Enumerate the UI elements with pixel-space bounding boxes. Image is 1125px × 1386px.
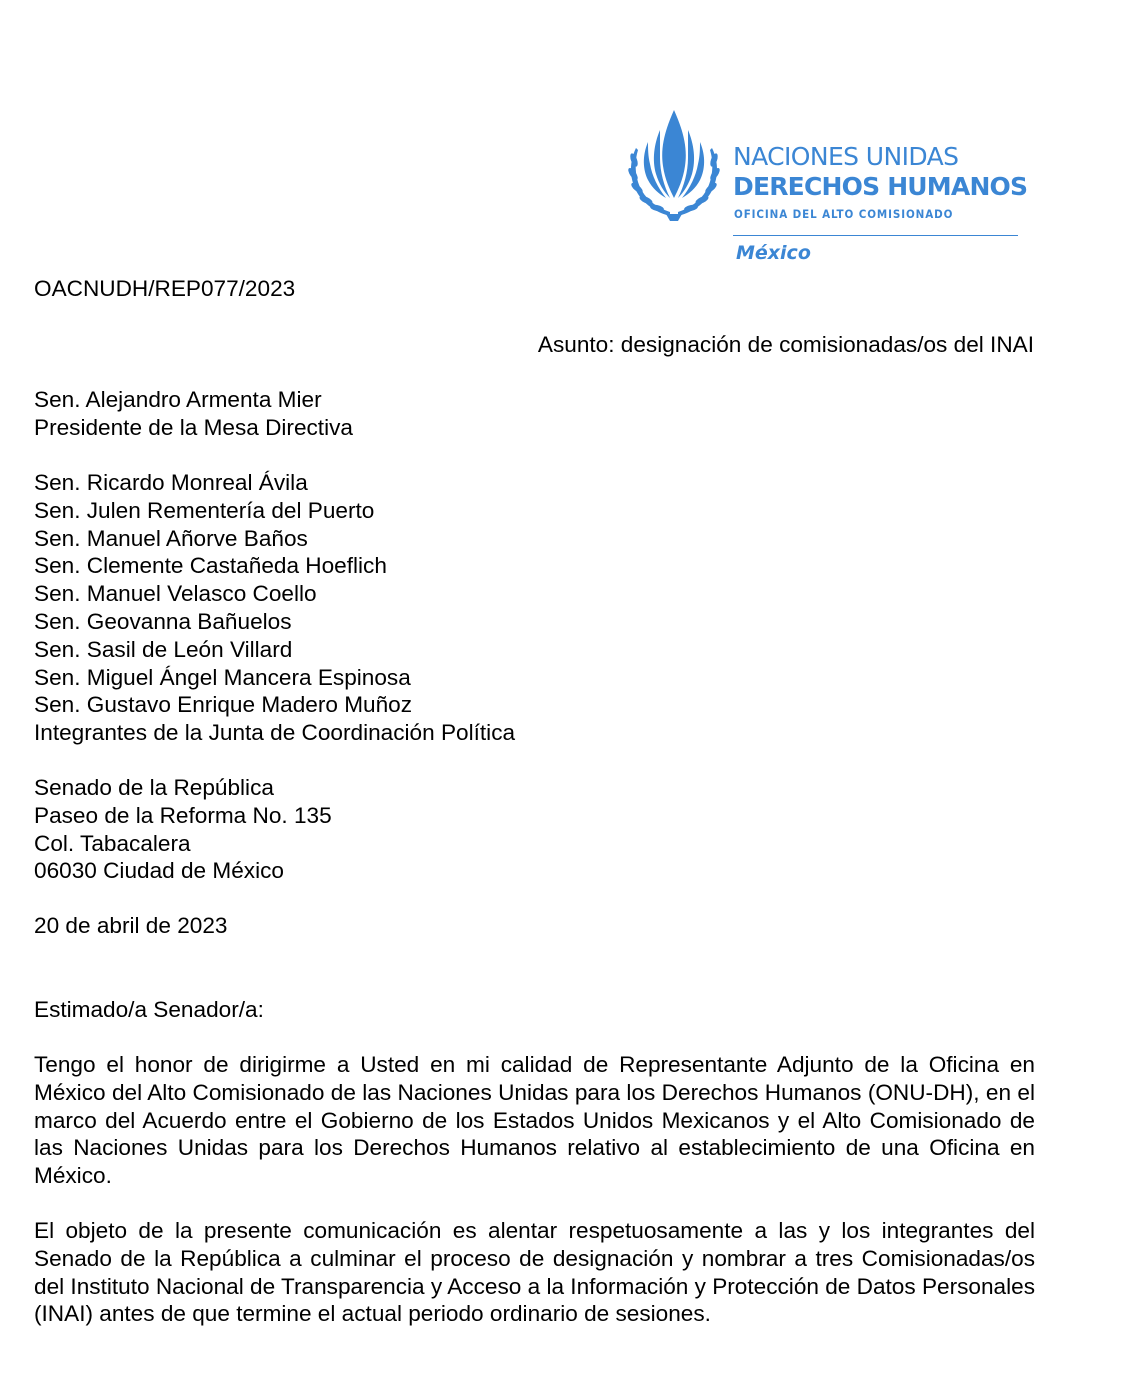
member-name: Sen. Ricardo Monreal Ávila	[34, 470, 308, 495]
member-name: Sen. Gustavo Enrique Madero Muñoz	[34, 692, 413, 718]
member-name: Sen. Geovanna Bañuelos	[34, 608, 292, 634]
letter-date: 20 de abril de 2023	[34, 913, 228, 938]
member-name: Sen. Sasil de León Villard	[34, 636, 293, 662]
addressee-name: Sen. Alejandro Armenta Mier	[34, 387, 322, 412]
logo-line-naciones-unidas: NACIONES UNIDAS	[733, 142, 959, 171]
salutation: Estimado/a Senador/a:	[34, 997, 264, 1022]
member-name: Sen. Julen Rementería del Puerto	[34, 497, 375, 523]
logo-line-derechos-humanos: DERECHOS HUMANOS	[733, 172, 1028, 201]
address-line: Paseo de la Reforma No. 135	[34, 802, 332, 828]
addressee-block	[34, 386, 353, 442]
address-line: Col. Tabacalera	[34, 830, 191, 856]
body-paragraph-2: El objeto de la presente comunicación es alentar respetuosamente a las y los integrantes del Senado de la República a culminar el proceso de designación y nombrar a tres Comisionadas/os del Instituto Nacional de Transparencia y Acceso a la Información y Protección de Datos Personales (INAI) antes de que termine el actual periodo ordinario de sesiones.	[34, 1218, 1035, 1327]
recipient-address	[34, 774, 332, 885]
member-name: Sen. Miguel Ángel Mancera Espinosa	[34, 664, 411, 690]
un-human-rights-flame-laurel-icon	[626, 108, 722, 223]
address-line: Senado de la República	[34, 775, 274, 800]
reference-number: OACNUDH/REP077/2023	[34, 276, 296, 301]
body-paragraph-1: Tengo el honor de dirigirme a Usted en mi calidad de Representante Adjunto de la Oficina en México del Alto Comisionado de las Naciones Unidas para los Derechos Humanos (ONU-DH), en el marco del Acuerdo entre el Gobierno de los Estados Unidos Mexicanos y el Alto Comisionado de las Naciones Unidas para los Derechos Humanos relativo al establecimiento de una Oficina en México.	[34, 1052, 1035, 1189]
logo-divider	[733, 235, 1018, 236]
member-name: Sen. Manuel Velasco Coello	[34, 581, 317, 607]
address-line: 06030 Ciudad de México	[34, 858, 284, 884]
addressee-role: Presidente de la Mesa Directiva	[34, 414, 353, 440]
logo-line-oficina: OFICINA DEL ALTO COMISIONADO	[734, 207, 954, 221]
members-block	[34, 469, 515, 747]
logo-country: México	[736, 242, 811, 264]
un-human-rights-logo	[626, 108, 1026, 268]
member-name: Sen. Clemente Castañeda Hoeflich	[34, 553, 387, 579]
subject-line: Asunto: designación de comisionadas/os del INAI	[537, 332, 1034, 357]
member-name: Sen. Manuel Añorve Baños	[34, 525, 308, 551]
members-role: Integrantes de la Junta de Coordinación Política	[34, 720, 516, 746]
